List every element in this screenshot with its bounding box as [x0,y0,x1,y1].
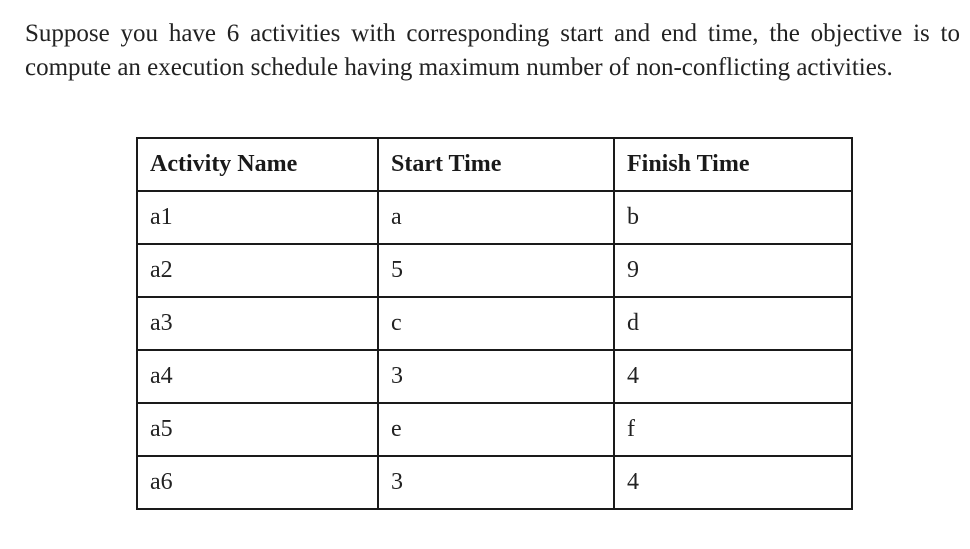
finish-time-cell: 4 [614,456,852,509]
activity-name-cell: a2 [137,244,378,297]
start-time-cell: 3 [378,350,614,403]
table-row [137,456,852,509]
finish-time-cell: b [614,191,852,244]
table-row [137,403,852,456]
activity-name-cell: a4 [137,350,378,403]
activity-name-cell: a3 [137,297,378,350]
start-time-cell: 5 [378,244,614,297]
finish-time-cell: d [614,297,852,350]
header-finish-time: Finish Time [614,138,852,191]
finish-time-cell: 4 [614,350,852,403]
header-activity-name: Activity Name [137,138,378,191]
finish-time-cell: f [614,403,852,456]
activity-table [136,137,853,510]
start-time-cell: 3 [378,456,614,509]
activity-name-cell: a5 [137,403,378,456]
table-row [137,191,852,244]
start-time-cell: a [378,191,614,244]
start-time-cell: e [378,403,614,456]
table-row [137,297,852,350]
table-header-row [137,138,852,191]
finish-time-cell: 9 [614,244,852,297]
header-start-time: Start Time [378,138,614,191]
activity-name-cell: a1 [137,191,378,244]
table-row [137,244,852,297]
problem-statement: Suppose you have 6 activities with corresponding start and end time, the objective is to compute an execution schedule having maximum number of non-conflicting activities. [25,20,960,81]
activity-name-cell: a6 [137,456,378,509]
start-time-cell: c [378,297,614,350]
table-row [137,350,852,403]
